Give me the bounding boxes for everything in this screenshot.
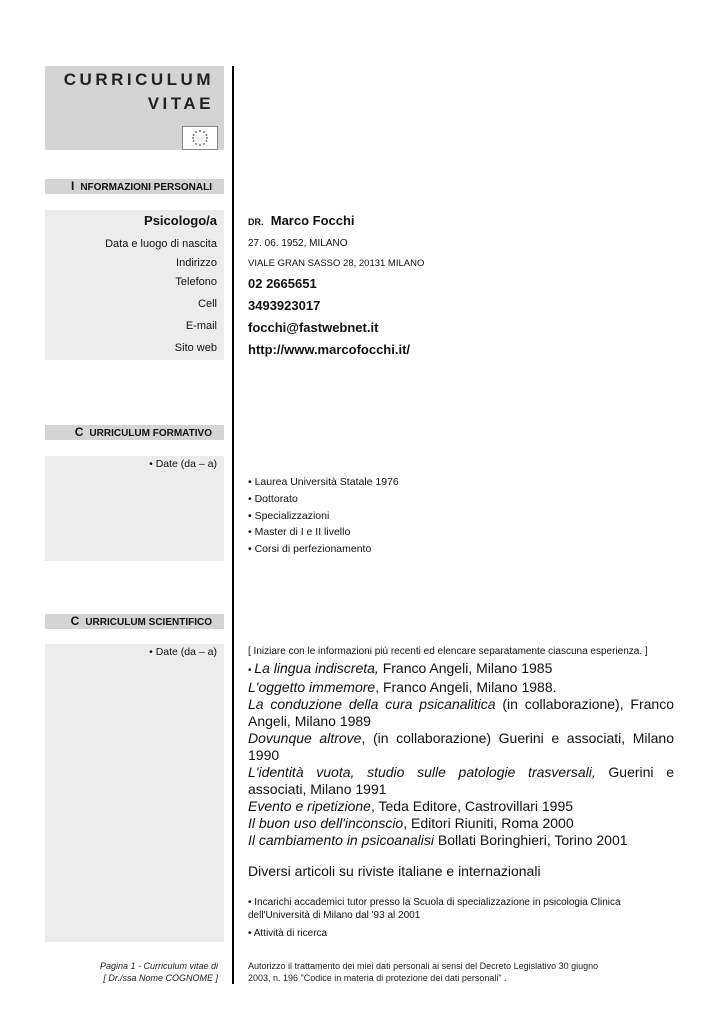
cell-value: 3493923017 xyxy=(248,298,321,313)
phone-label: Telefono xyxy=(175,276,217,288)
list-item: • Corsi di perfezionamento xyxy=(248,543,372,556)
publication-item: La conduzione della cura psicanalitica (in collaborazione), Franco Angeli, Milano 1989 xyxy=(248,696,674,729)
publication-item: Dovunque altrove, (in collaborazione) Guerini e associati, Milano 1990 xyxy=(248,730,674,763)
scientific-label-column xyxy=(45,644,224,942)
scientific-date-label: • Date (da – a) xyxy=(149,646,217,658)
formative-list xyxy=(248,474,399,558)
list-item: • Specializzazioni xyxy=(248,509,330,522)
section-personal-info: I NFORMAZIONI PERSONALI xyxy=(45,179,224,194)
email-label: E-mail xyxy=(185,320,217,332)
cv-title-line2: VITAE xyxy=(147,94,214,113)
publication-item: • La lingua indiscreta, Franco Angeli, Milano 1985 xyxy=(248,660,553,676)
publication-item: Il buon uso dell'inconscio, Editori Riuniti, Roma 2000 xyxy=(248,815,574,831)
publication-item: Il cambiamento in psicoanalisi Bollati Boringhieri, Torino 2001 xyxy=(248,832,628,848)
eu-flag-icon xyxy=(182,126,218,150)
formative-label-column xyxy=(45,456,224,561)
cv-title-line1: CURRICULUM xyxy=(63,70,214,89)
footer-privacy-consent: Autorizzo il trattamento dei miei dati personali ai sensi del Decreto Legislativo 30 giugno 2003, n. 196 "Codice in materia di protezione dei dati personali" . xyxy=(248,961,599,983)
formative-date-label: • Date (da – a) xyxy=(149,458,217,470)
list-item: • Master di I e II livello xyxy=(248,526,351,539)
articles-note: Diversi articoli su riviste italiane e internazionali xyxy=(248,863,541,879)
section-curriculum-scientifico: C URRICULUM SCIENTIFICO xyxy=(45,614,224,629)
website-label: Sito web xyxy=(174,342,217,354)
instruction-note: [ Iniziare con le informazioni più recenti ed elencare separatamente ciascuna esperienza. ] xyxy=(248,646,648,657)
full-name: DR. Marco Focchi xyxy=(248,213,355,228)
academic-positions: • Incarichi accademici tutor presso la Scuola di specializzazione in psicologia Clinica dell'Università di Milano dal '93 al 2001 xyxy=(248,897,621,921)
publication-list xyxy=(248,660,674,849)
list-item: • Laurea Università Statale 1976 xyxy=(248,476,399,488)
publication-item: L'oggetto immemore, Franco Angeli, Milano 1988. xyxy=(248,679,557,695)
research-activity: • Attività di ricerca xyxy=(248,928,328,939)
list-item: • Dottorato xyxy=(248,492,298,505)
column-divider xyxy=(232,66,234,984)
footer-page-info: Pagina 1 - Curriculum vitae di [ Dr./ssa Nome COGNOME ] xyxy=(99,961,218,983)
address-label: Indirizzo xyxy=(176,257,217,269)
role-label: Psicologo/a xyxy=(144,213,217,228)
birth-value: 27. 06. 1952, MILANO xyxy=(248,238,348,249)
website-link[interactable]: http://www.marcofocchi.it/ xyxy=(248,342,411,357)
phone-value: 02 2665651 xyxy=(248,276,317,291)
cell-label: Cell xyxy=(198,298,217,310)
email-link[interactable]: focchi@fastwebnet.it xyxy=(248,320,379,335)
title-box xyxy=(45,66,224,150)
section-curriculum-formativo: C URRICULUM FORMATIVO xyxy=(45,425,224,440)
publication-item: L'identità vuota, studio sulle patologie trasversali, Guerini e associati, Milano 1991 xyxy=(248,764,674,797)
publication-item: Evento e ripetizione, Teda Editore, Castrovillari 1995 xyxy=(248,798,574,814)
address-value: VIALE GRAN SASSO 28, 20131 MILANO xyxy=(248,258,425,269)
birth-label: Data e luogo di nascita xyxy=(105,238,217,250)
